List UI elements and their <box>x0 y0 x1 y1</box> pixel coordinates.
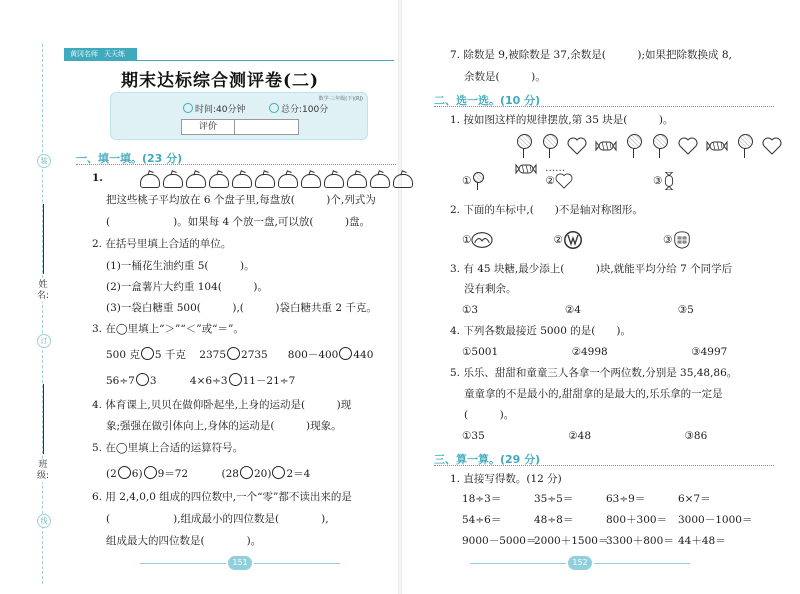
q2-a: (1)一桶花生油约重 5( )。 <box>106 260 255 272</box>
lollipop-icon <box>515 134 533 158</box>
c2-opt-1[interactable]: ① <box>462 234 472 246</box>
heart-icon <box>555 173 573 189</box>
time-info <box>183 102 246 115</box>
q5-item: 20) <box>253 468 272 480</box>
evaluation-box <box>181 119 299 135</box>
q2-b: (2)一盒薯片大约重 104( )。 <box>106 281 268 293</box>
compare-circle[interactable] <box>339 347 352 360</box>
section-1-heading: 一、填一填。(23 分) <box>76 152 183 165</box>
c1-opt-3[interactable]: ③ <box>653 175 663 187</box>
page-number-left: 151 <box>228 556 252 570</box>
q6-line3: 组成最大的四位数是( )。 <box>106 535 262 547</box>
score-icon <box>269 103 279 113</box>
lollipop-icon <box>541 134 559 158</box>
q5-item: (2 <box>106 468 117 480</box>
c1-opt-2[interactable]: ② <box>545 175 555 187</box>
calc-item: 6×7＝ <box>678 493 711 505</box>
heart-icon <box>762 137 782 155</box>
q1-number: 1. <box>92 172 103 184</box>
c4-opt-2[interactable]: ②4998 <box>571 346 608 358</box>
q7-line1: 7. 除数是 9,被除数是 37,余数是( );如果把除数换成 8, <box>450 49 732 61</box>
compare-circle[interactable] <box>141 347 154 360</box>
q5-item: 9＝72 <box>157 468 189 480</box>
c2-text: 2. 下面的车标中,( )不是轴对称图形。 <box>450 204 643 216</box>
c5-line2: 童童拿的不是最小的,甜甜拿的是最大的,乐乐拿的一定是 <box>464 388 723 400</box>
calc-item: 54÷6＝ <box>462 514 502 526</box>
c5-opt-3[interactable]: ③86 <box>684 430 708 442</box>
c1-opt-1[interactable]: ① <box>462 175 472 187</box>
calc-row-2 <box>462 513 752 527</box>
candy-icon <box>706 138 728 154</box>
peach-icon <box>140 174 160 188</box>
operator-circle[interactable] <box>272 466 285 479</box>
calc-item: 44＋48＝ <box>678 535 726 547</box>
grade-tag: 数学·三年级(下)(RJ) <box>318 96 363 102</box>
calc-item: 800＋300＝ <box>606 514 668 526</box>
q5-text: 5. 在◯里填上合适的运算符号。 <box>92 442 244 454</box>
c3-opt-2[interactable]: ②4 <box>564 304 581 316</box>
peach-icon <box>393 174 413 188</box>
c5-line3: ( )。 <box>464 409 515 421</box>
q3-item: 11－21÷7 <box>242 375 296 387</box>
class-label: 班级: <box>34 460 52 482</box>
c5-line1: 5. 乐乐、甜甜和童童三人各拿一个两位数,分别是 35,48,86。 <box>450 367 738 379</box>
q6-line2: ( ),组成最小的四位数是( ), <box>106 513 329 525</box>
candy-icon <box>595 138 617 154</box>
peach-icon <box>163 174 183 188</box>
evaluation-label: 评价 <box>182 120 235 134</box>
c5-options <box>462 429 707 443</box>
lollipop-icon <box>651 134 669 158</box>
lollipop-icon <box>471 172 485 190</box>
calc-item: 48÷8＝ <box>534 514 574 526</box>
cadillac-logo-icon <box>672 230 692 250</box>
page-title: 期末达标综合测评卷(二) <box>120 71 320 91</box>
vw-logo-icon <box>563 230 583 250</box>
q3-row1 <box>106 347 373 362</box>
q3-item: 440 <box>353 349 374 361</box>
compare-circle[interactable] <box>229 373 242 386</box>
peach-row <box>140 170 416 189</box>
q3-item: 2375 <box>199 349 227 361</box>
c5-opt-1[interactable]: ①35 <box>462 430 485 442</box>
c4-opt-1[interactable]: ①5001 <box>462 346 499 358</box>
series-tag-b: 天天练 <box>104 50 125 58</box>
q3-item: 5 千克 <box>154 349 186 361</box>
q4-line1: 4. 体育课上,贝贝在做仰卧起坐,上身的运动是( )现 <box>92 399 352 411</box>
section-3-rule <box>434 465 774 466</box>
q7-line2: 余数是( )。 <box>464 71 546 83</box>
score-text: 总分:100分 <box>281 105 329 115</box>
q5-item: (28 <box>221 468 239 480</box>
time-text: 时间:40分钟 <box>195 105 246 115</box>
section-2-rule <box>434 106 774 107</box>
binding-mark-1: 装 <box>37 154 51 168</box>
page-number-right: 152 <box>568 556 592 570</box>
binding-dashed-line <box>42 44 44 584</box>
q5-item: 6) <box>131 468 143 480</box>
mazda-logo-icon <box>471 231 493 249</box>
c3-options <box>462 303 694 317</box>
section-1-rule <box>76 164 396 165</box>
calc-item: 35÷5＝ <box>534 493 574 505</box>
operator-circle[interactable] <box>118 466 131 479</box>
calc-item: 3000－1000＝ <box>678 514 753 526</box>
name-line <box>43 204 44 274</box>
c4-opt-3[interactable]: ③4997 <box>691 346 728 358</box>
q1-line1: 把这些桃子平均放在 6 个盘子里,每盘放( )个,列式为 <box>106 194 376 206</box>
peach-icon <box>255 174 275 188</box>
peach-icon <box>324 174 344 188</box>
c2-opt-3[interactable]: ③ <box>663 234 673 246</box>
calc-item: 2000＋1500＝ <box>534 535 609 547</box>
lollipop-icon <box>736 134 754 158</box>
page-line-right <box>470 563 566 564</box>
page-line-left-2 <box>254 563 340 564</box>
q5-row <box>106 466 310 481</box>
peach-icon <box>347 174 367 188</box>
peach-icon <box>209 174 229 188</box>
series-tag <box>64 48 137 60</box>
pattern-row <box>515 134 800 174</box>
c1-text: 1. 按如图这样的规律摆放,第 35 块是( )。 <box>450 114 674 126</box>
c2-options <box>462 230 692 250</box>
series-tag-a: 黄冈名师 <box>70 50 98 58</box>
k1-text: 1. 直接写得数。(12 分) <box>450 473 562 485</box>
q3-item: 500 克 <box>106 349 140 361</box>
peach-icon <box>278 174 298 188</box>
score-info <box>269 102 328 115</box>
c5-opt-2[interactable]: ②48 <box>568 430 592 442</box>
class-line <box>43 384 44 454</box>
binding-mark-3: 线 <box>37 514 51 528</box>
candy-icon <box>662 172 676 190</box>
binding-strip <box>26 44 60 584</box>
q3-item: 800－400 <box>287 349 339 361</box>
clock-icon <box>183 103 193 113</box>
q1-line2: ( )。如果每 4 个放一盘,可以放( )盘。 <box>106 216 371 228</box>
c3-opt-1[interactable]: ①3 <box>462 304 479 316</box>
section-3-heading: 三、算一算。(29 分) <box>434 453 541 466</box>
header-rule <box>64 60 394 61</box>
heart-icon <box>567 137 587 155</box>
peach-icon <box>370 174 390 188</box>
q2-c: (3)一袋白糖重 500( ),( )袋白糖共重 2 千克。 <box>106 302 377 314</box>
c2-opt-2[interactable]: ② <box>553 234 563 246</box>
q5-item: 2＝4 <box>286 468 311 480</box>
page-line-right-2 <box>594 563 690 564</box>
page-line-left <box>140 563 226 564</box>
lollipop-icon <box>625 134 643 158</box>
peach-icon <box>301 174 321 188</box>
calc-item: 9000－5000＝ <box>462 535 537 547</box>
q2-text: 2. 在括号里填上合适的单位。 <box>92 238 232 250</box>
exam-info-box <box>110 92 368 140</box>
name-label: 姓名: <box>34 280 52 302</box>
q3-item: 4×6÷3 <box>189 375 228 387</box>
q4-line2: 象;强强在做引体向上,身体的运动是( )现象。 <box>106 420 342 432</box>
operator-circle[interactable] <box>240 466 253 479</box>
binding-mark-2: 订 <box>37 334 51 348</box>
book-gutter <box>398 0 402 594</box>
q3-row2 <box>106 373 295 388</box>
pattern-ellipsis: …… <box>545 163 566 174</box>
peach-icon <box>186 174 206 188</box>
calc-item: 63÷9＝ <box>606 493 646 505</box>
compare-circle[interactable] <box>136 373 149 386</box>
c4-text: 4. 下列各数最接近 5000 的是( )。 <box>450 325 631 337</box>
peach-icon <box>232 174 252 188</box>
calc-row-1 <box>462 492 711 506</box>
c3-line1: 3. 有 45 块糖,最少添上( )块,就能平均分给 7 个同学后 <box>450 263 733 275</box>
c3-line2: 没有剩余。 <box>464 283 517 295</box>
calc-item: 18÷3＝ <box>462 493 502 505</box>
operator-circle[interactable] <box>144 466 157 479</box>
q3-item: 3 <box>149 375 157 387</box>
c4-options <box>462 345 727 359</box>
calc-item: 3300＋800＝ <box>606 535 674 547</box>
q6-line1: 6. 用 2,4,0,0 组成的四位数中,一个“零”都不读出来的是 <box>92 491 352 503</box>
q3-item: 2735 <box>241 349 268 361</box>
heart-icon <box>678 137 698 155</box>
calc-row-3 <box>462 534 726 548</box>
section-2-heading: 二、选一选。(10 分) <box>434 94 541 107</box>
compare-circle[interactable] <box>227 347 240 360</box>
q3-text: 3. 在◯里填上“＞”“＜”或“＝”。 <box>92 323 244 335</box>
c3-opt-3[interactable]: ③5 <box>677 304 694 316</box>
c1-options <box>462 172 676 190</box>
q3-item: 56÷7 <box>106 375 135 387</box>
